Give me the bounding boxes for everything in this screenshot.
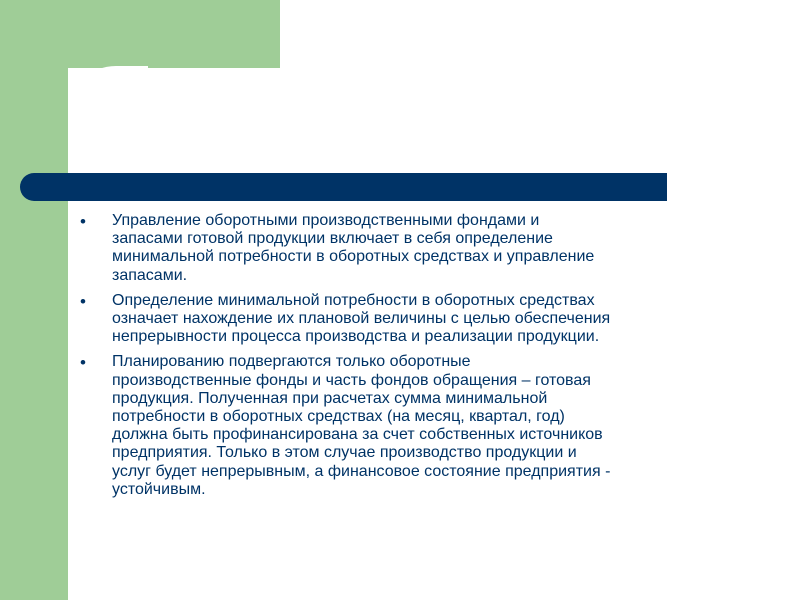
bullet-list [80,212,740,506]
bullet-text: Планированию подвергаются только оборотные производственные фонды и часть фондов обращения – готовая продукция. Полученная при расчетах сумма минимальной потребности в оборотных средствах (на месяц, квартал, год) должна быть профинансирована за счет собственных источников предприятия. Только в этом случае производство продукции и услуг будет непрерывным, а финансовое состояние предприятия - устойчивым. [112,353,611,498]
bullet-item [80,353,740,499]
bullet-item [80,292,740,347]
bullet-item [80,212,740,285]
left-green-strip [0,0,68,600]
bullet-text: Определение минимальной потребности в оборотных средствах означает нахождение их плановой величины с целью обеспечения непрерывности процесса производства и реализации продукции. [112,291,611,346]
top-green-block [68,0,280,68]
bullet-marker: • [80,353,86,373]
rounded-corner-decoration [68,66,148,146]
bullet-text: Управление оборотными производственными фондами и запасами готовой продукции включает в себя определение минимальной потребности в оборотных средствах и управление запасами. [112,212,595,284]
bullet-marker: • [80,212,86,231]
bullet-marker: • [80,291,86,311]
title-bar [20,173,667,201]
